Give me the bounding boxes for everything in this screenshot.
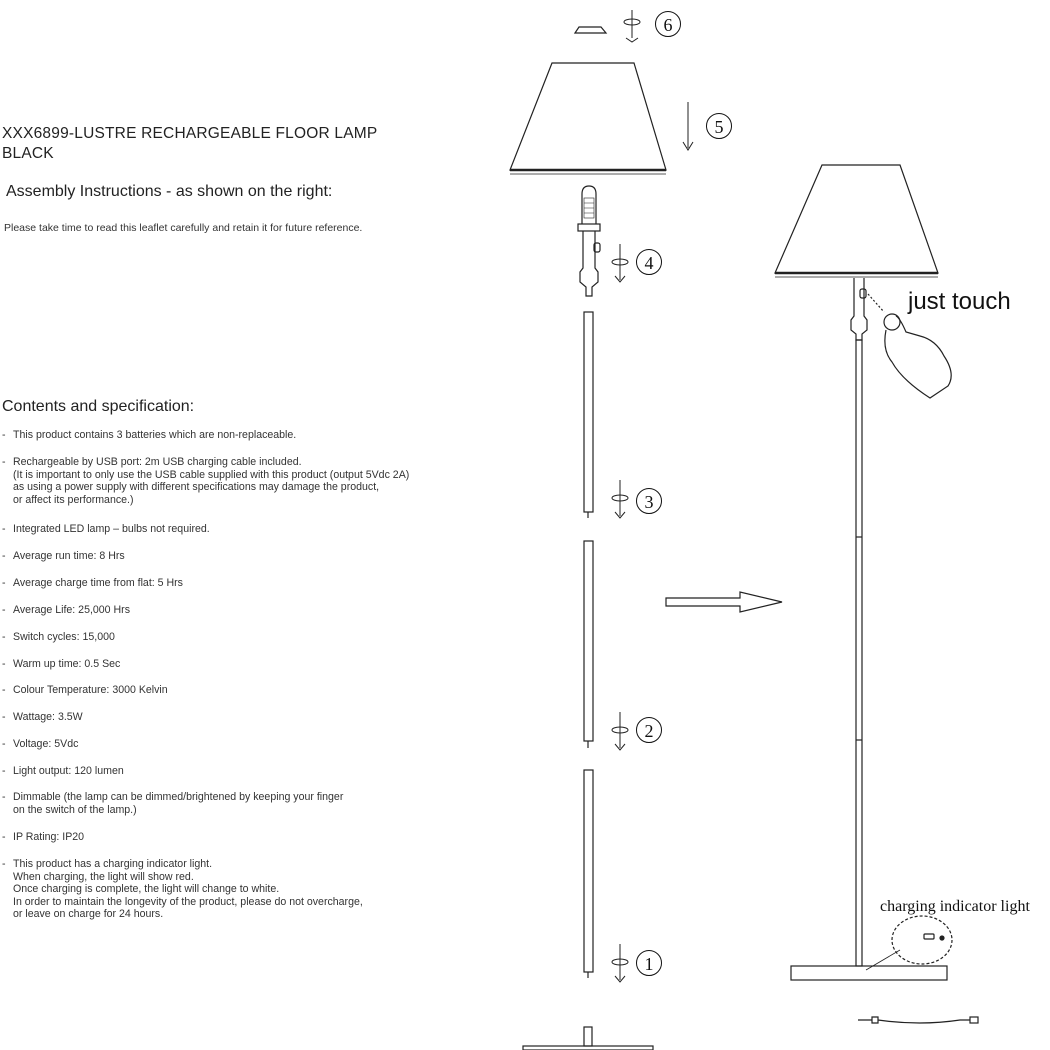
bullet-dash: - — [2, 791, 6, 803]
step-4-badge: 4 — [636, 249, 662, 275]
spec-item: - Colour Temperature: 3000 Kelvin — [2, 684, 168, 696]
step-1-badge: 1 — [636, 950, 662, 976]
assembly-heading: Assembly Instructions - as shown on the right: — [6, 183, 333, 200]
bullet-dash: - — [2, 429, 6, 441]
spec-item: - This product has a charging indicator light. When charging, the light will show red. Once charging is complete, the light will change to white. In order to maintain the longevity of the product, please do not overcharge, or leave on charge for 24 hours. — [2, 858, 363, 921]
charging-indicator-label: charging indicator light — [880, 898, 1030, 915]
spec-item: - Light output: 120 lumen — [2, 765, 124, 777]
spec-item: - This product contains 3 batteries which are non-replaceable. — [2, 429, 297, 441]
spec-item: - Dimmable (the lamp can be dimmed/brightened by keeping your finger on the switch of the lamp.) — [2, 791, 344, 816]
lamp-shade — [510, 63, 666, 170]
bullet-dash: - — [2, 577, 6, 589]
finial-cap — [575, 27, 606, 33]
step-5-badge: 5 — [706, 113, 732, 139]
spec-item: - Integrated LED lamp – bulbs not required. — [2, 523, 210, 535]
spec-item: - Rechargeable by USB port: 2m USB charging cable included. (It is important to only use the USB cable supplied with this product (output 5Vdc 2A) as using a power supply with different specifications may damage the product, or affect its performance.) — [2, 456, 410, 506]
bullet-dash: - — [2, 631, 6, 643]
spec-item: - Wattage: 3.5W — [2, 711, 83, 723]
spec-item: - Average charge time from flat: 5 Hrs — [2, 577, 183, 589]
just-touch-label: just touch — [908, 288, 1011, 315]
lamp-base — [523, 1046, 653, 1050]
spec-item: - Switch cycles: 15,000 — [2, 631, 115, 643]
bullet-dash: - — [2, 831, 6, 843]
bullet-dash: - — [2, 550, 6, 562]
bullet-dash: - — [2, 765, 6, 777]
spec-item: - Average run time: 8 Hrs — [2, 550, 125, 562]
assembled-shade — [775, 165, 938, 273]
bullet-dash: - — [2, 711, 6, 723]
pole-segment-1 — [584, 770, 593, 972]
led-head-with-switch — [578, 186, 600, 296]
pole-segment-3 — [584, 312, 593, 512]
hand-icon — [885, 316, 951, 398]
bullet-dash: - — [2, 604, 6, 616]
bullet-dash: - — [2, 658, 6, 670]
bullet-dash: - — [2, 456, 6, 468]
usb-cable — [858, 1017, 970, 1023]
pole-segment-2 — [584, 541, 593, 741]
bullet-dash: - — [2, 523, 6, 535]
reference-note: Please take time to read this leaflet carefully and retain it for future reference. — [4, 222, 363, 234]
base-socket — [584, 1027, 592, 1046]
step-2-badge: 2 — [636, 717, 662, 743]
spec-item: - Voltage: 5Vdc — [2, 738, 79, 750]
bullet-dash: - — [2, 684, 6, 696]
bullet-dash: - — [2, 858, 6, 870]
step-6-badge: 6 — [655, 11, 681, 37]
specification-heading: Contents and specification: — [2, 398, 195, 415]
exploded-lamp-illustration — [510, 27, 666, 1050]
step-3-badge: 3 — [636, 488, 662, 514]
spec-item: - Average Life: 25,000 Hrs — [2, 604, 130, 616]
bullet-dash: - — [2, 738, 6, 750]
touch-switch — [860, 289, 866, 298]
document-title: XXX6899-LUSTRE RECHARGEABLE FLOOR LAMP BLACK — [2, 125, 378, 162]
right-arrow-icon — [666, 592, 782, 612]
spec-item: - IP Rating: IP20 — [2, 831, 85, 843]
spec-item: - Warm up time: 0.5 Sec — [2, 658, 121, 670]
